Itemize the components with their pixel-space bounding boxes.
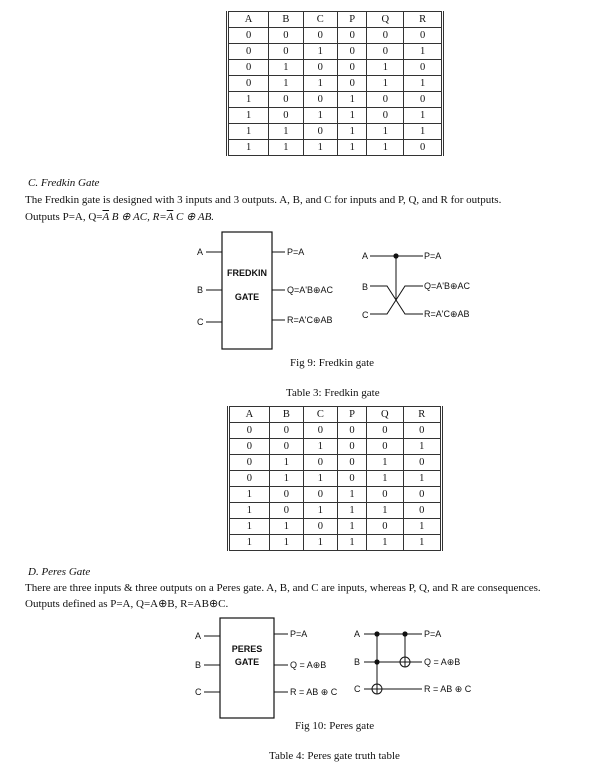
table3-cell: 0 bbox=[367, 519, 404, 535]
top-table-cell: 0 bbox=[269, 108, 303, 124]
fredkin-block bbox=[222, 232, 272, 349]
table3-cell: 1 bbox=[269, 471, 303, 487]
top-table-cell: 1 bbox=[367, 140, 404, 156]
table3-cell: 0 bbox=[229, 455, 270, 471]
top-table-cell: 0 bbox=[404, 28, 443, 44]
table3-header-cell: P bbox=[337, 407, 366, 423]
top-table-cell: 1 bbox=[228, 124, 269, 140]
table3-cell: 1 bbox=[367, 455, 404, 471]
top-table-cell: 1 bbox=[404, 108, 443, 124]
table3-cell: 1 bbox=[403, 535, 441, 551]
table3-cell: 1 bbox=[303, 503, 337, 519]
fredkin-block-label-1: FREDKIN bbox=[227, 268, 267, 278]
top-table-cell: 0 bbox=[367, 92, 404, 108]
top-table-cell: 0 bbox=[367, 28, 404, 44]
top-table-row bbox=[228, 44, 443, 60]
table3-row bbox=[229, 423, 442, 439]
table3-cell: 1 bbox=[337, 535, 366, 551]
table3-row bbox=[229, 455, 442, 471]
top-table-cell: 0 bbox=[228, 44, 269, 60]
table3-cell: 1 bbox=[269, 455, 303, 471]
top-table-cell: 1 bbox=[269, 60, 303, 76]
table3-cell: 0 bbox=[367, 423, 404, 439]
fredkin-block-label-2: GATE bbox=[234, 292, 260, 302]
table3-row bbox=[229, 535, 442, 551]
top-table-cell: 0 bbox=[269, 44, 303, 60]
top-table-cell: 1 bbox=[367, 60, 404, 76]
table3-header-row bbox=[229, 407, 442, 423]
top-table-row bbox=[228, 76, 443, 92]
top-table-cell: 1 bbox=[404, 44, 443, 60]
top-table-cell: 0 bbox=[303, 28, 337, 44]
table3-cell: 0 bbox=[403, 423, 441, 439]
table3-cell: 0 bbox=[229, 439, 270, 455]
peres-circuit-output-p: P=A bbox=[424, 629, 442, 639]
top-table-cell: 1 bbox=[269, 76, 303, 92]
peres-output-p: P=A bbox=[290, 629, 308, 639]
peres-circuit-output-r: R = AB ⊕ C bbox=[424, 684, 472, 694]
table3-cell: 1 bbox=[337, 503, 366, 519]
top-table-cell: 1 bbox=[367, 76, 404, 92]
fredkin-input-a: A bbox=[197, 247, 204, 257]
fredkin-circuit-input-a: A bbox=[362, 251, 369, 261]
peres-description: There are three inputs & three outputs on a Peres gate. A, B, and C are inputs, whereas P, Q, and R are consequences. bbox=[25, 582, 541, 594]
table3-cell: 1 bbox=[337, 487, 366, 503]
table3-cell: 1 bbox=[337, 519, 366, 535]
table3-cell: 1 bbox=[367, 503, 404, 519]
top-table-cell: 1 bbox=[338, 92, 367, 108]
table3-cell: 0 bbox=[229, 423, 270, 439]
table3-cell: 0 bbox=[269, 423, 303, 439]
table3-header-cell: B bbox=[269, 407, 303, 423]
top-table-cell: 0 bbox=[303, 124, 337, 140]
top-table-cell: 1 bbox=[338, 108, 367, 124]
table3-cell: 0 bbox=[367, 439, 404, 455]
table3-cell: 0 bbox=[367, 487, 404, 503]
fredkin-outputs-definition: Outputs P=A, $Q=\overline{A}$ B ⊕ AC, $R=\overline{A}$ C ⊕ AB. bbox=[25, 211, 215, 223]
top-table-row bbox=[228, 92, 443, 108]
peres-outputs-definition: Outputs defined as P=A, Q=A⊕B, R=AB⊕C. bbox=[25, 598, 229, 610]
fredkin-circuit-output-r: R=A'C⊕AB bbox=[424, 309, 470, 319]
fig10-caption: Fig 10: Peres gate bbox=[295, 720, 375, 732]
table3-cell: 0 bbox=[269, 439, 303, 455]
top-table-cell: 1 bbox=[303, 140, 337, 156]
table3-cell: 0 bbox=[229, 471, 270, 487]
table3-cell: 1 bbox=[403, 439, 441, 455]
table3-cell: 0 bbox=[303, 487, 337, 503]
table3-cell: 1 bbox=[303, 439, 337, 455]
top-table-header-cell: P bbox=[338, 12, 367, 28]
peres-circuit-input-c: C bbox=[354, 684, 361, 694]
table3-cell: 0 bbox=[303, 423, 337, 439]
peres-input-b: B bbox=[195, 660, 202, 670]
peres-output-r: R = AB ⊕ C bbox=[290, 687, 338, 697]
table3-cell: 1 bbox=[269, 535, 303, 551]
table3-cell: 1 bbox=[403, 471, 441, 487]
table3-cell: 1 bbox=[269, 519, 303, 535]
peres-output-q: Q = A⊕B bbox=[290, 660, 327, 670]
top-table-cell: 1 bbox=[228, 140, 269, 156]
top-table-row bbox=[228, 140, 443, 156]
top-table-cell: 0 bbox=[228, 76, 269, 92]
table3-cell: 1 bbox=[367, 535, 404, 551]
top-table-header-cell: C bbox=[303, 12, 337, 28]
table3-row bbox=[229, 439, 442, 455]
top-table-row bbox=[228, 60, 443, 76]
fredkin-output-q: Q=A'B⊕AC bbox=[287, 285, 334, 295]
table3-row bbox=[229, 471, 442, 487]
peres-block-label-1: PERES bbox=[231, 644, 263, 654]
fredkin-circuit-output-p: P=A bbox=[424, 251, 442, 261]
table3-title: Table 3: Fredkin gate bbox=[286, 387, 380, 399]
table3-cell: 0 bbox=[303, 455, 337, 471]
fredkin-description: The Fredkin gate is designed with 3 inputs and 3 outputs. A, B, and C for inputs and P, Q, and R for outputs. bbox=[25, 194, 502, 206]
peres-block bbox=[220, 618, 274, 718]
top-table-cell: 1 bbox=[303, 108, 337, 124]
table3-cell: 0 bbox=[269, 487, 303, 503]
top-table-cell: 0 bbox=[269, 28, 303, 44]
table3-cell: 1 bbox=[303, 471, 337, 487]
top-table-cell: 0 bbox=[338, 76, 367, 92]
peres-circuit-output-q: Q = A⊕B bbox=[424, 657, 461, 667]
fredkin-circuit-output-q: Q=A'B⊕AC bbox=[424, 281, 471, 291]
top-table-cell: 0 bbox=[228, 28, 269, 44]
fredkin-output-p: P=A bbox=[287, 247, 305, 257]
table3-cell: 0 bbox=[337, 471, 366, 487]
table3-cell: 1 bbox=[229, 503, 270, 519]
fredkin-input-b: B bbox=[197, 285, 204, 295]
table3-cell: 1 bbox=[403, 519, 441, 535]
fredkin-output-r: R=A'C⊕AB bbox=[287, 315, 333, 325]
peres-block-label-2: GATE bbox=[234, 657, 260, 667]
truth-table-top bbox=[226, 11, 444, 156]
top-table-cell: 1 bbox=[338, 140, 367, 156]
top-table-cell: 0 bbox=[303, 60, 337, 76]
top-table-header-cell: B bbox=[269, 12, 303, 28]
peres-circuit-input-b: B bbox=[354, 657, 361, 667]
top-table-cell: 1 bbox=[303, 76, 337, 92]
top-table-header-row bbox=[228, 12, 443, 28]
table3-cell: 0 bbox=[403, 455, 441, 471]
top-table-row bbox=[228, 28, 443, 44]
peres-input-c: C bbox=[195, 687, 202, 697]
table3-header-cell: R bbox=[403, 407, 441, 423]
table3-header-cell: A bbox=[229, 407, 270, 423]
top-table-cell: 0 bbox=[404, 140, 443, 156]
table3-header-cell: C bbox=[303, 407, 337, 423]
table3-header-cell: Q bbox=[367, 407, 404, 423]
top-table-cell: 0 bbox=[338, 60, 367, 76]
table4-title: Table 4: Peres gate truth table bbox=[269, 750, 400, 762]
top-table-row bbox=[228, 108, 443, 124]
top-table-cell: 1 bbox=[404, 76, 443, 92]
top-table-cell: 1 bbox=[303, 44, 337, 60]
section-heading-peres: D. Peres Gate bbox=[28, 566, 91, 578]
table3-row bbox=[229, 487, 442, 503]
top-table-cell: 1 bbox=[228, 108, 269, 124]
table3-cell: 0 bbox=[403, 487, 441, 503]
table3-cell: 1 bbox=[367, 471, 404, 487]
top-table-cell: 1 bbox=[228, 92, 269, 108]
top-table-cell: 1 bbox=[269, 124, 303, 140]
peres-gate-figure bbox=[192, 612, 492, 724]
top-table-cell: 0 bbox=[269, 92, 303, 108]
table3-row bbox=[229, 519, 442, 535]
top-table-cell: 1 bbox=[338, 124, 367, 140]
table3-row bbox=[229, 503, 442, 519]
top-table-cell: 0 bbox=[404, 92, 443, 108]
top-table-cell: 0 bbox=[367, 44, 404, 60]
section-heading-fredkin: C. Fredkin Gate bbox=[28, 177, 100, 189]
top-table-row bbox=[228, 124, 443, 140]
table3-cell: 0 bbox=[337, 439, 366, 455]
top-table-header-cell: A bbox=[228, 12, 269, 28]
top-table-header-cell: R bbox=[404, 12, 443, 28]
fig9-caption: Fig 9: Fredkin gate bbox=[290, 357, 375, 369]
fredkin-circuit-input-c: C bbox=[362, 310, 369, 320]
top-table-header-cell: Q bbox=[367, 12, 404, 28]
top-table-cell: 0 bbox=[367, 108, 404, 124]
top-table-cell: 1 bbox=[404, 124, 443, 140]
top-table-cell: 1 bbox=[269, 140, 303, 156]
top-table-cell: 0 bbox=[228, 60, 269, 76]
fredkin-gate-figure bbox=[195, 228, 485, 358]
fredkin-input-c: C bbox=[197, 317, 204, 327]
table3-cell: 0 bbox=[303, 519, 337, 535]
table3-cell: 1 bbox=[229, 535, 270, 551]
table3-cell: 1 bbox=[229, 487, 270, 503]
top-table-cell: 0 bbox=[404, 60, 443, 76]
top-table-cell: 0 bbox=[338, 28, 367, 44]
fredkin-circuit-input-b: B bbox=[362, 282, 369, 292]
peres-circuit-input-a: A bbox=[354, 629, 361, 639]
table3-cell: 0 bbox=[269, 503, 303, 519]
peres-input-a: A bbox=[195, 631, 202, 641]
top-table-cell: 1 bbox=[367, 124, 404, 140]
top-table-cell: 0 bbox=[303, 92, 337, 108]
table3-cell: 0 bbox=[337, 455, 366, 471]
fredkin-truth-table bbox=[227, 406, 443, 551]
top-table-cell: 0 bbox=[338, 44, 367, 60]
table3-cell: 0 bbox=[403, 503, 441, 519]
table3-cell: 0 bbox=[337, 423, 366, 439]
table3-cell: 1 bbox=[303, 535, 337, 551]
table3-cell: 1 bbox=[229, 519, 270, 535]
